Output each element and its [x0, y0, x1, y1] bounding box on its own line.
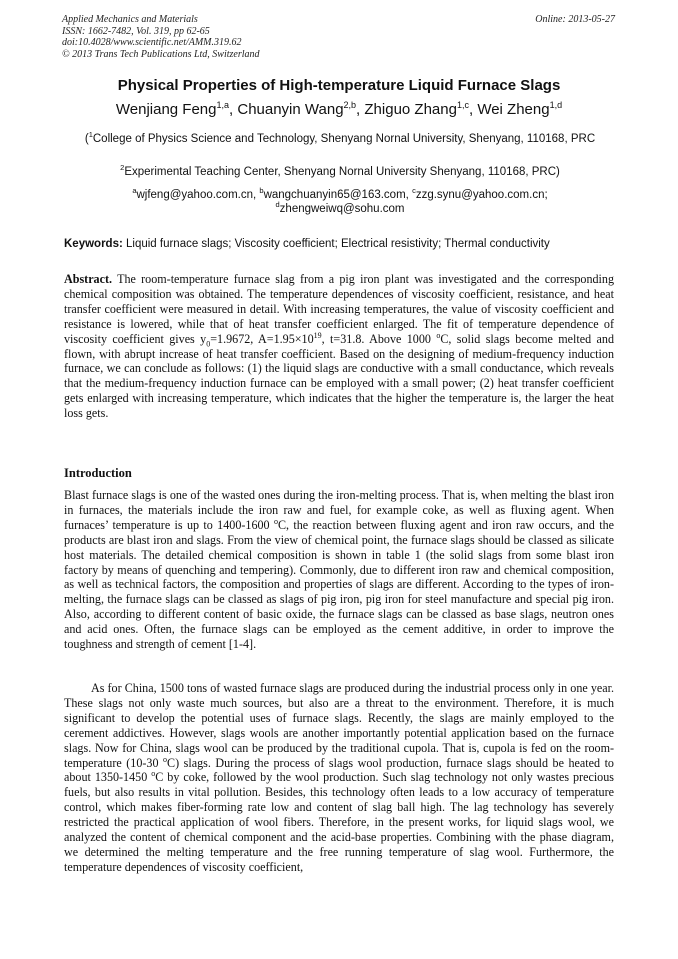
- abstract-text: The room-temperature furnace slag from a pig iron plant was investigated and the corresponding chemical composition was obtained. The temperature dependences of viscosity coefficient, resistance, and heat transfer coefficient were measured in detail. With increasing temperatures, the value of viscosity coefficient and resistance is lowered, while that of heat transfer coefficient enlarged. The fit of temperature dependence of viscosity coefficient gives y: [64, 272, 614, 346]
- author-sep: ,: [468, 101, 478, 118]
- paragraph-text: C, the reaction between fluxing agent and iron raw occurs, and the products are blast iron and slags. From the view of chemical point, the furnace slags should be classed as silicate host materials. The detailed chemical composition is shown in table 1 (the solid slags from some blast iron factory by means of quenching and tempering). Commonly, due to different iron raw and chemical composition, as well as technical factors, the composition and properties of slags are different. According to the types of iron-melting, the furnace slags can be classed as slags of pig iron, pig iron for steel manufacture and special pig iron. Also, according to different content of basic oxide, the furnace slags can be classed as base slags, neutron ones and acid ones. Often, the furnace slags can be employed as the cement additive, in order to improve the toughness and strength of cement [1-4].: [64, 517, 614, 652]
- affiliation-sup: 2: [120, 163, 125, 173]
- author-sep: ,: [229, 101, 238, 118]
- email-sup: c: [412, 186, 416, 196]
- abstract-text: , t=31.8. Above 1000: [321, 331, 437, 346]
- author-sup: 1,c: [456, 100, 469, 110]
- superscript: 19: [313, 330, 322, 340]
- abstract-label: Abstract.: [64, 272, 113, 286]
- intro-paragraph-1: [64, 488, 614, 652]
- degree-sup: o: [273, 516, 278, 526]
- author-name: Chuanyin Wang: [237, 101, 344, 118]
- affiliation-text: Experimental Teaching Center, Shenyang Nornal University Shenyang, 110168, PRC): [124, 166, 560, 178]
- email-address: zzg.synu@yahoo.com.cn;: [415, 189, 548, 201]
- online-date: Online: 2013-05-27: [535, 14, 615, 25]
- degree-sup: o: [151, 769, 156, 779]
- keywords: [64, 237, 624, 251]
- author-sup: 2,b: [343, 100, 357, 110]
- affiliation-text: College of Physics Science and Technology, Shenyang Nornal University, Shenyang, 110168, PRC: [92, 133, 596, 145]
- doi-line: doi:10.4028/www.scientific.net/AMM.319.62: [62, 37, 242, 48]
- author-emails: [70, 188, 610, 216]
- abstract-text: =1.9672, A=1.95×10: [210, 331, 314, 346]
- journal-name: Applied Mechanics and Materials: [62, 14, 198, 25]
- copyright-line: © 2013 Trans Tech Publications Ltd, Switzerland: [62, 48, 260, 60]
- keywords-label: Keywords:: [64, 238, 123, 250]
- paragraph-text: Blast furnace slags is one of the wasted ones during the iron-melting process. That is, when melting the blast iron in furnaces, the materials include the iron raw and fuel, for example coke, as well as fluxing agent. When furnaces’ temperature is up to 1400-1600: [64, 488, 614, 532]
- affiliation-2: [70, 165, 610, 179]
- degree-sup: o: [436, 330, 441, 340]
- affiliation-1: [70, 132, 610, 146]
- author-sup: 1,a: [216, 100, 230, 110]
- email-address: wjfeng@yahoo.com.cn,: [136, 189, 260, 201]
- affiliation-sup: 1: [88, 130, 93, 140]
- affiliation-paren: (: [84, 133, 89, 145]
- author-name: Wenjiang Feng: [115, 101, 217, 118]
- intro-paragraph-2: [64, 681, 614, 875]
- section-heading-introduction: Introduction: [64, 466, 132, 480]
- author-sup: 1,d: [549, 100, 563, 110]
- abstract: [64, 272, 614, 421]
- paragraph-text: C by coke, followed by the wool production. Such slag technology not only wastes precious fuels, but also results in vital pollution. Besides, this technology often leads to a low accuracy of temperature control, which makes fiber-forming rate low and content of slag ball high. The lag technology has severely restricted the practical application of wool fibers. Therefore, in the present works, for liquid slags wool, we analyzed the content of chemical component and the acid-base properties. Combining with the phase diagram, we determined the melting temperature and the free running temperature of slag wool. Furthermore, the temperature dependences of viscosity coefficient,: [64, 770, 614, 874]
- abstract-text: C, solid slags become melted and flown, with abrupt increase of heat transfer coefficient. Based on the designing of medium-frequency induction furnace, we can conclude as follows: (1) the liquid slags are conductive with a small conductance, which reveals that the medium-frequency induction furnace can be employed with a small power; (2) heat transfer coefficient gets enlarged with increasing temperature, which indicates that the higher the temperature is, the larger the heat loss gets.: [64, 331, 614, 421]
- subscript: 0: [206, 339, 211, 349]
- author-list: [0, 101, 678, 119]
- degree-sup: o: [163, 754, 168, 764]
- journal-header: [62, 14, 615, 60]
- email-sup: d: [275, 200, 280, 210]
- email-sup: b: [259, 186, 264, 196]
- author-name: Wei Zheng: [477, 101, 550, 118]
- email-address: zhengweiwq@sohu.com: [279, 203, 405, 215]
- email-sup: a: [132, 186, 137, 196]
- paper-title: Physical Properties of High-temperature Liquid Furnace Slags: [117, 77, 561, 94]
- keywords-text: Liquid furnace slags; Viscosity coefficient; Electrical resistivity; Thermal conductivity: [122, 238, 550, 250]
- paragraph-text: C) slags. During the process of slags wool production, furnace slags should be heated to about 1350-1450: [64, 755, 614, 785]
- issn-line: ISSN: 1662-7482, Vol. 319, pp 62-65: [62, 25, 210, 37]
- paragraph-text: As for China, 1500 tons of wasted furnace slags are produced during the industrial process only in one year. These slags not only waste much sources, but also are a threat to the environment. Therefore, it is much significant to develop the potential uses of furnace slags. Recently, the slags are mainly employed to the cerement addictives. However, slags wools are another importantly potential application based on the furnace slags. Now for China, slags wool can be produced by the traditional cupola. That is, cupola is fed on the room-temperature (10-30: [64, 681, 614, 770]
- author-sep: ,: [356, 101, 365, 118]
- email-address: wangchuanyin65@163.com,: [263, 189, 413, 201]
- author-name: Zhiguo Zhang: [364, 101, 457, 118]
